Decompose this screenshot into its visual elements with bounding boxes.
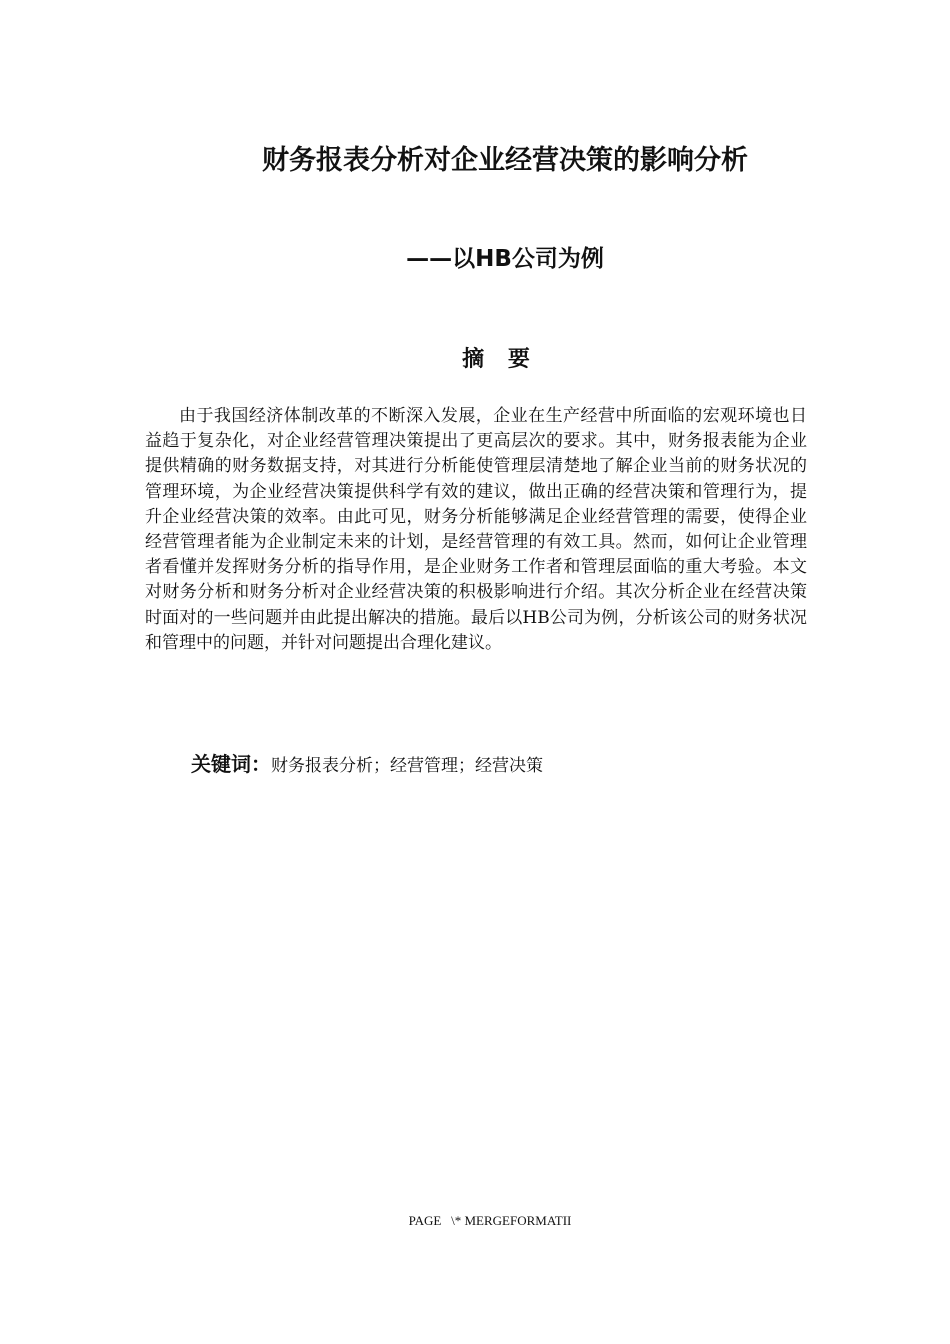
keywords-line bbox=[191, 748, 811, 777]
document-title: 财务报表分析对企业经营决策的影响分析 bbox=[262, 145, 748, 176]
keywords-label: 关键词： bbox=[191, 752, 271, 776]
abstract-body: 由于我国经济体制改革的不断深入发展，企业在生产经营中所面临的宏观环境也日益趋于复杂化，对企业经营管理决策提出了更高层次的要求。其中，财务报表能为企业提供精确的财务数据支持，对其进行分析能使管理层清楚地了解企业当前的财务状况的管理环境，为企业经营决策提供科学有效的建议，做出正确的经营决策和管理行为，提升企业经营决策的效率。由此可见，财务分析能够满足企业经营管理的需要，使得企业经营管理者能为企业制定未来的计划，是经营管理的有效工具。然而，如何让企业管理者看懂并发挥财务分析的指导作用，是企业财务工作者和管理层面临的重大考验。本文对财务分析和财务分析对企业经营决策的积极影响进行介绍。其次分析企业在经营决策时面对的一些问题并由此提出解决的措施。最后以HB公司为例，分析该公司的财务状况和管理中的问题，并针对问题提出合理化建议。 bbox=[145, 406, 807, 653]
document-subtitle: ——以HB公司为例 bbox=[406, 246, 604, 272]
page-footer: PAGE \* MERGEFORMATII bbox=[408, 1213, 572, 1228]
abstract-heading: 摘 要 bbox=[462, 347, 538, 372]
keywords-value: 财务报表分析；经营管理；经营决策 bbox=[271, 756, 543, 776]
